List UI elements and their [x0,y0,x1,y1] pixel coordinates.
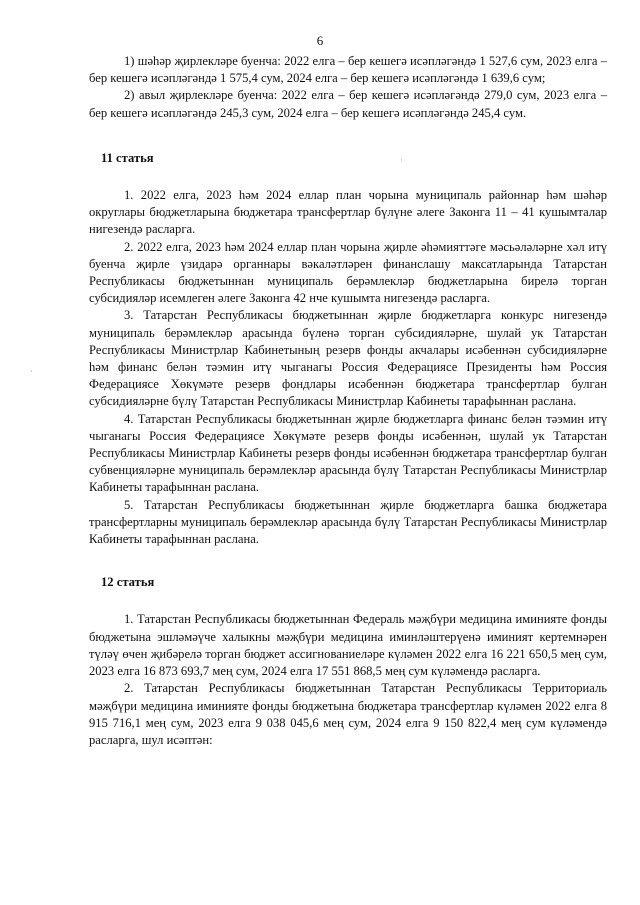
article-12-paragraph-2: 2. Татарстан Республикасы бюджетыннан Татарстан Республикасы Территориаль мәҗбүри медицина иминияте фонды бюджетына бюджетара трансфертлар күләмен 2022 елга 8 915 716,1 мең сум, 2023 елга 9 038 045,6 мең сум, 2024 елга 9 150 822,4 мең сум күләмендә расларга, шул исәптән: [89,681,607,747]
article-11-paragraph-5: 5. Татарстан Республикасы бюджетыннан җирле бюджетларга башка бюджетара трансфертларны муниципаль берәмлекләр арасында бүлү Татарстан Республикасы Министрлар Кабинеты тарафыннан раслана. [89,497,607,547]
article-12-heading: 12 статья [101,575,155,590]
document-body [89,53,607,749]
intro-item-2: 2) авыл җирлекләре буенча: 2022 елга – бер кешегә исәпләгәндә 279,0 сум, 2023 елга – бер кешегә исәпләгәндә 245,3 сум, 2024 елга – бер кешегә исәпләгәндә 245,4 сум. [89,88,607,120]
article-11-paragraph-1: 1. 2022 елга, 2023 һәм 2024 еллар план чорына муниципаль районнар һәм шәһәр округлары бюджетларына бюджетара трансфертлар бүлүне әлеге Законга 11 – 41 кушымталар нигезендә расларга. [89,188,607,237]
article-11-paragraph-2: 2. 2022 елга, 2023 һәм 2024 еллар план чорына җирле әһәмияттәге мәсьәләләрне хәл итү буенча җирле үзидарә органнары вәкаләтләрен финанслашу максатларында Татарстан Республикасы бюджетыннан муниципаль берәмлекләр бюджетларына бирелә торган субсидияләр исемлеген әлеге Законга 42 нче кушымта нигезендә расларга. [89,239,607,306]
intro-item-1: 1) шәһәр җирлекләре буенча: 2022 елга – бер кешегә исәпләгәндә 1 527,6 сум, 2023 елга – бер кешегә исәпләгәндә 1 575,4 сум, 2024 елга – бер кешегә исәпләгәндә 1 639,6 сум; [89,54,607,86]
article-11-paragraph-3: 3. Татарстан Республикасы бюджетыннан җирле бюджетларга конкурс нигезендә муниципаль берәмлекләр арасында бүленә торган субсидияләрне, шулай ук Татарстан Республикасы Министрлар Кабинетының резерв фонды акчалары исәбеннән субсидияләрне һәм финанс белән тәэмин итү чыганагы Россия Федерациясе Президенты һәм Россия Федерациясе Хөкүмәте резерв фондлары исәбеннән бюджетара трансфертлар булган субсидияләрне бүлү Татарстан Республикасы Министрлар Кабинеты тарафыннан раслана. [89,308,607,409]
article-11-paragraph-4: 4. Татарстан Республикасы бюджетыннан җирле бюджетларга финанс белән тәэмин итү чыганагы Россия Федерациясе Хөкүмәте резерв фонды исәбеннән, шулай ук Татарстан Республикасы Министрлар Кабинеты резерв фонды исәбеннән бюджетара трансфертлар булган субвенцияләрне муниципаль берәмлекләр арасында бүлү Татарстан Республикасы Министрлар Кабинеты тарафыннан раслана. [89,411,607,495]
article-12-paragraph-1: 1. Татарстан Республикасы бюджетыннан Федераль мәҗбүри медицина иминияте фонды бюджетына эшләмәүче халыкны мәҗбүри медицина иминләштерүенә иминият кертемнәрен түләү өчен җибәрелә торган бюджет ассигнованиеләре күләмен 2022 елга 16 221 650,5 мең сум, 2023 елга 16 873 693,7 мең сум, 2024 елга 17 551 868,5 мең сум күләмендә расларга. [89,612,607,679]
article-11-heading: 11 статья [101,150,154,165]
scan-artifact-mark: · [30,366,33,376]
scan-artifact-mark: · [400,155,403,165]
page-number: 6 [316,33,324,48]
